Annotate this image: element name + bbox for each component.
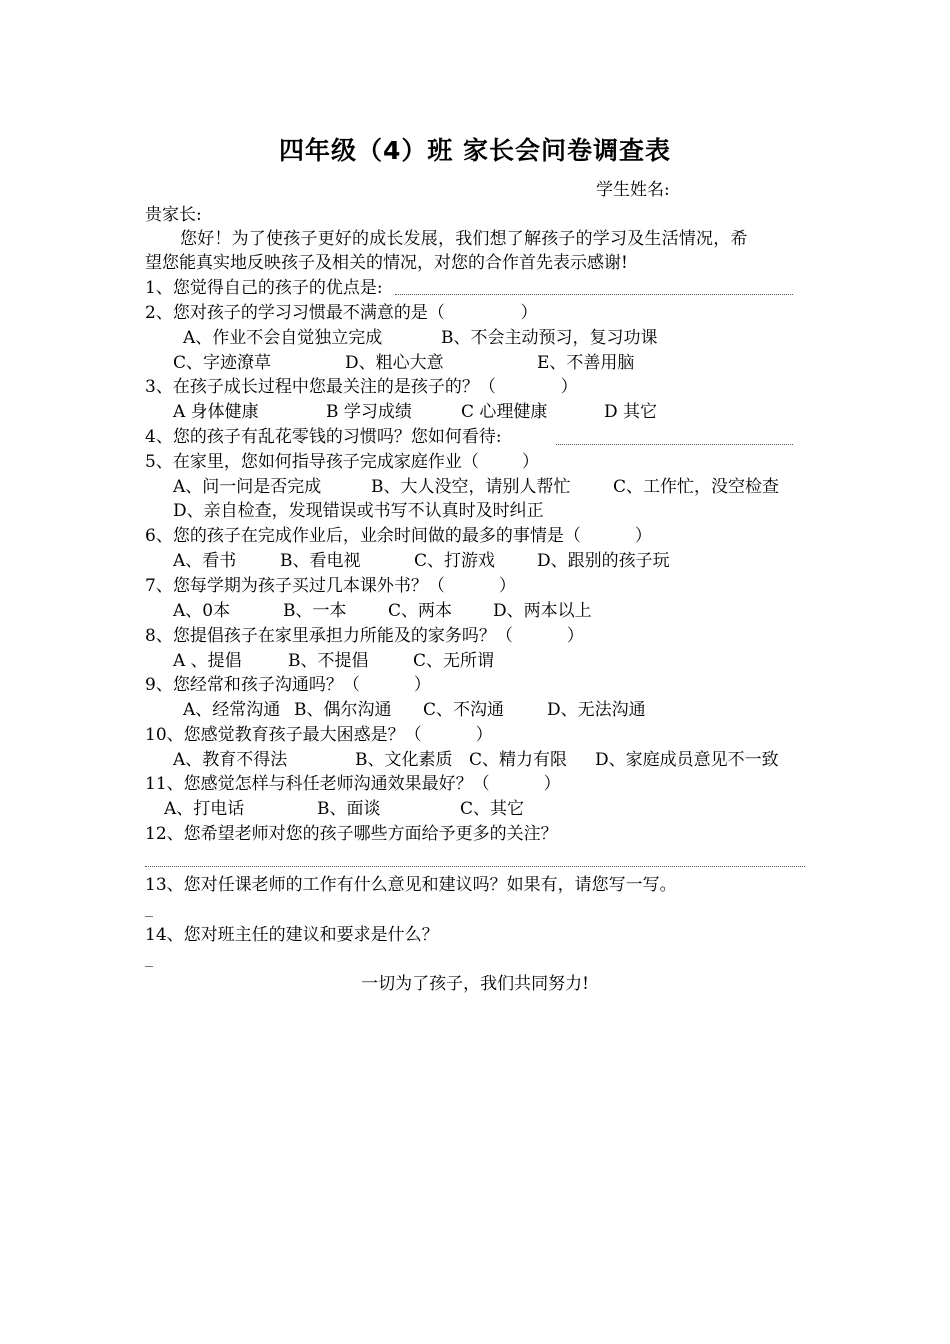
question-4: 4、您的孩子有乱花零钱的习惯吗？您如何看待:	[145, 427, 502, 447]
q2-option-e[interactable]: E、不善用脑	[537, 353, 635, 373]
answer-line-q1[interactable]	[395, 294, 793, 295]
question-2: 2、您对孩子的学习习惯最不满意的是（ ）	[145, 303, 538, 323]
q3-option-d[interactable]: D 其它	[604, 402, 658, 422]
q3-option-a[interactable]: A 身体健康	[173, 402, 259, 422]
q9-option-a[interactable]: A、经常沟通	[183, 700, 281, 720]
q5-option-b[interactable]: B、大人没空，请别人帮忙	[371, 477, 571, 497]
q7-option-c[interactable]: C、两本	[388, 601, 453, 621]
q6-option-a[interactable]: A、看书	[173, 551, 237, 571]
question-12: 12、您希望老师对您的孩子哪些方面给予更多的关注？	[145, 824, 558, 844]
q7-option-a[interactable]: A、0本	[173, 601, 231, 621]
q6-option-b[interactable]: B、看电视	[280, 551, 361, 571]
answer-line-q12[interactable]	[145, 866, 805, 867]
question-1: 1、您觉得自己的孩子的优点是:	[145, 278, 383, 298]
q3-option-b[interactable]: B 学习成绩	[326, 402, 412, 422]
q8-option-c[interactable]: C、无所谓	[413, 651, 495, 671]
question-7: 7、您每学期为孩子买过几本课外书？（ ）	[145, 576, 516, 596]
q2-option-c[interactable]: C、字迹潦草	[173, 353, 272, 373]
q11-option-c[interactable]: C、其它	[460, 799, 525, 819]
question-5: 5、在家里，您如何指导孩子完成家庭作业（ ）	[145, 452, 540, 472]
answer-line-q14[interactable]	[145, 966, 153, 967]
document-title: 四年级（4）班 家长会问卷调查表	[278, 136, 672, 165]
question-10: 10、您感觉教育孩子最大困惑是？（ ）	[145, 725, 493, 745]
question-6: 6、您的孩子在完成作业后，业余时间做的最多的事情是（ ）	[145, 526, 652, 546]
q5-option-c[interactable]: C、工作忙，没空检查	[613, 477, 780, 497]
answer-line-q4[interactable]	[556, 444, 793, 445]
q10-option-b[interactable]: B、文化素质	[355, 750, 453, 770]
q3-option-c[interactable]: C 心理健康	[461, 402, 548, 422]
q5-option-a[interactable]: A、问一问是否完成	[173, 477, 322, 497]
q11-option-a[interactable]: A、打电话	[164, 799, 245, 819]
question-3: 3、在孩子成长过程中您最关注的是孩子的？（ ）	[145, 377, 578, 397]
student-name-label: 学生姓名:	[596, 180, 670, 200]
q8-option-a[interactable]: A 、提倡	[173, 651, 242, 671]
q2-option-b[interactable]: B、不会主动预习，复习功课	[441, 328, 658, 348]
q6-option-d[interactable]: D、跟别的孩子玩	[537, 551, 670, 571]
closing-slogan: 一切为了孩子，我们共同努力!	[361, 974, 589, 994]
q8-option-b[interactable]: B、不提倡	[288, 651, 369, 671]
question-11: 11、您感觉怎样与科任老师沟通效果最好？（ ）	[145, 774, 561, 794]
q7-option-d[interactable]: D、两本以上	[493, 601, 592, 621]
q6-option-c[interactable]: C、打游戏	[414, 551, 496, 571]
q7-option-b[interactable]: B、一本	[283, 601, 347, 621]
q10-option-a[interactable]: A、教育不得法	[173, 750, 288, 770]
q2-option-d[interactable]: D、粗心大意	[345, 353, 444, 373]
question-8: 8、您提倡孩子在家里承担力所能及的家务吗？（ ）	[145, 626, 584, 646]
question-13: 13、您对任课老师的工作有什么意见和建议吗？如果有，请您写一写。	[145, 875, 677, 895]
q11-option-b[interactable]: B、面谈	[317, 799, 381, 819]
q9-option-d[interactable]: D、无法沟通	[547, 700, 646, 720]
answer-line-q13[interactable]	[145, 916, 153, 917]
question-9: 9、您经常和孩子沟通吗？（ ）	[145, 675, 431, 695]
intro-line-2: 望您能真实地反映孩子及相关的情况，对您的合作首先表示感谢!	[145, 253, 628, 273]
intro-line-1: 您好！为了使孩子更好的成长发展，我们想了解孩子的学习及生活情况，希	[180, 229, 748, 249]
q9-option-b[interactable]: B、偶尔沟通	[294, 700, 392, 720]
q9-option-c[interactable]: C、不沟通	[423, 700, 505, 720]
q10-option-c[interactable]: C、精力有限	[469, 750, 568, 770]
q5-option-d[interactable]: D、亲自检查，发现错误或书写不认真时及时纠正	[173, 501, 544, 521]
salutation: 贵家长:	[145, 205, 202, 225]
q10-option-d[interactable]: D、家庭成员意见不一致	[595, 750, 779, 770]
q2-option-a[interactable]: A、作业不会自觉独立完成	[183, 328, 383, 348]
question-14: 14、您对班主任的建议和要求是什么？	[145, 925, 439, 945]
